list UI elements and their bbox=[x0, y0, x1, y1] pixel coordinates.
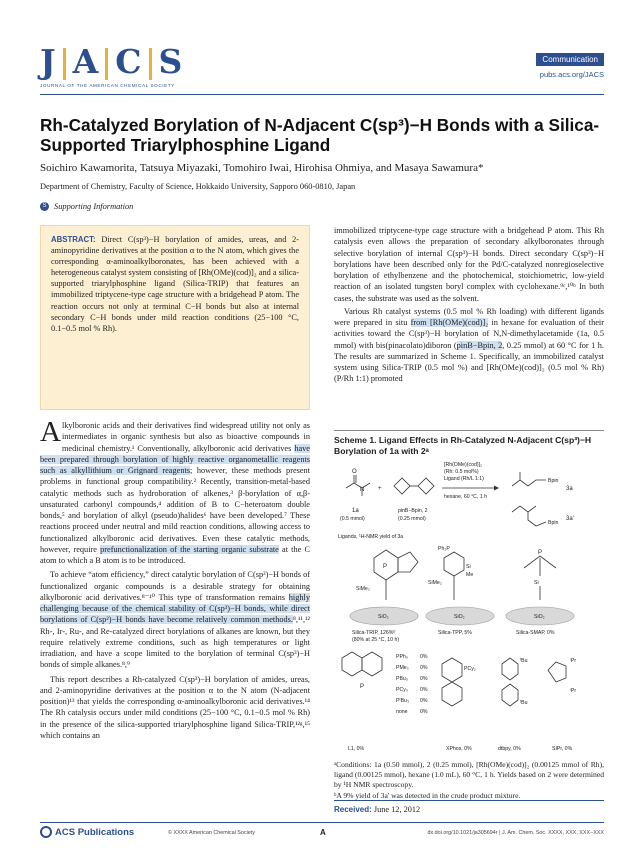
drop-cap: A bbox=[40, 416, 61, 448]
received-value: June 12, 2012 bbox=[373, 805, 421, 814]
atom-o: O bbox=[352, 469, 357, 475]
phosphine-yield: 0% bbox=[420, 676, 428, 682]
silica-trip-yield: Silica-TRIP, 126%ᵇ bbox=[352, 630, 396, 636]
scheme-1-figure bbox=[334, 458, 604, 793]
ligand-dtbpy bbox=[498, 658, 528, 752]
ipr-label: ⁱPr bbox=[570, 688, 577, 694]
label-1a: 1a bbox=[352, 508, 359, 514]
substrate-1a bbox=[340, 469, 370, 522]
scheme-title: Scheme 1. Ligand Effects in Rh-Catalyzed N-Adjacent C(sp³)−H Borylation of 1a with 2ᵃ bbox=[334, 430, 604, 457]
label-3a-prime: 3a' bbox=[566, 516, 574, 522]
logo-letter-j: J bbox=[40, 42, 56, 81]
tbu-label: ᵗBu bbox=[520, 658, 528, 664]
atom-si: Si bbox=[466, 564, 471, 570]
phosphine-yield: 0% bbox=[420, 687, 428, 693]
highlighted-text[interactable]: have been prepared through borylation of highly reactive organometallic reagents such as alkyllithium or Grignard reagents bbox=[40, 443, 310, 475]
body-paragraph: immobilized triptycene-type cage structure with a bridgehead P atom. This Rh catalysis even allows the preparation of secondary alkylboronates through selective borylation of internal C(sp³)−H bonds. Direct secondary C(sp³)−H borylations have been described only for the Pd/C-catalyzed nonregioselective borylation of ethylbenzene and the photochemical, stoichiometric, low-yield reaction of an isolated tungsten boryl complex with cyclohexane.⁹ᶜ,¹⁰ᵇ In both cases, the substrate was used as the solvent. bbox=[334, 226, 604, 303]
silica-smap-yield: Silica-SMAP, 0% bbox=[516, 630, 555, 636]
logo-letter-c: C bbox=[115, 42, 142, 81]
footer-divider bbox=[40, 822, 604, 823]
copyright-notice: © XXXX American Chemical Society bbox=[168, 830, 255, 836]
author-affiliation: Department of Chemistry, Faculty of Science, Hokkaido University, Sapporo 060-0810, Japan bbox=[40, 182, 356, 191]
atom-p: P bbox=[360, 684, 365, 690]
sime2-label: SiMe₂ bbox=[428, 580, 442, 586]
article-title: Rh-Catalyzed Borylation of N-Adjacent C(sp³)−H Bonds with a Silica-Supported Triarylphosphine Ligand bbox=[40, 115, 600, 155]
logo-letter-s: S bbox=[158, 42, 183, 81]
highlighted-text[interactable]: prefunctionalization of the starting organic substrate bbox=[100, 544, 279, 554]
sio2-label: SiO₂ bbox=[534, 614, 545, 620]
body-column-left bbox=[40, 416, 311, 744]
silica-trip-yield-rt: (80% at 25 °C, 10 h) bbox=[352, 637, 400, 643]
phosphine-name: none bbox=[396, 709, 408, 715]
atom-p: P bbox=[383, 564, 388, 570]
tbu-label: ᵗBu bbox=[520, 700, 528, 706]
header-divider bbox=[40, 94, 604, 95]
atom-si: Si bbox=[534, 580, 539, 586]
body-column-right bbox=[334, 225, 604, 387]
ph2p-label: Ph₂P bbox=[438, 546, 450, 552]
sio2-label: SiO₂ bbox=[454, 614, 465, 620]
text-run: lkylboronic acids and their derivatives find widespread utility not only as intermediates in organic synthesis but also as bioactive compounds in medicinal chemistry.¹ Conventionally, alkylboronic acid derivatives bbox=[61, 421, 310, 453]
body-paragraph bbox=[40, 569, 310, 670]
scheme-footnotes bbox=[334, 760, 604, 801]
xphos-yield: XPhos, 0% bbox=[446, 746, 472, 752]
reagent-2 bbox=[394, 478, 434, 522]
logo-letter-a: A bbox=[72, 42, 99, 81]
phosphine-name: PCy₃ bbox=[396, 687, 408, 693]
page-footer bbox=[40, 826, 604, 840]
atom-p: P bbox=[538, 550, 543, 556]
phosphine-name: PPh₃ bbox=[396, 654, 408, 660]
phosphine-name: PᵗBu₃ bbox=[396, 698, 410, 704]
footnote-b: ᵇA 9% yield of 3a' was detected in the crude product mixture. bbox=[334, 790, 521, 800]
sime2-label: SiMe₂ bbox=[356, 586, 370, 592]
logo-letters bbox=[40, 44, 250, 80]
text-run: at the C atom to which a B atom is to be introduced. bbox=[40, 544, 310, 565]
acs-publications-logo[interactable] bbox=[40, 826, 134, 838]
me-label: Me bbox=[466, 572, 474, 578]
logo-separator bbox=[105, 48, 108, 80]
footnote-a: ᵃConditions: 1a (0.50 mmol), 2 (0.25 mmol), [Rh(OMe)(cod)]₂ (0.00125 mmol of Rh), ligand (0.00125 mmol), hexane (1.0 mL), 60 °C, 1 h. Yields based on 2 were determined by ¹H NMR spectroscopy. bbox=[334, 760, 604, 790]
page-number: A bbox=[320, 828, 326, 837]
supporting-information-link[interactable] bbox=[40, 202, 133, 211]
ligand-xphos bbox=[442, 658, 476, 752]
supporting-info-label: Supporting Information bbox=[54, 202, 134, 211]
ligand-header: Ligands, ¹H-NMR yield of 3a bbox=[338, 534, 404, 540]
reaction-arrow bbox=[442, 462, 499, 500]
phosphine-list bbox=[396, 654, 428, 715]
product-3a bbox=[512, 472, 573, 492]
phosphine-name: PMe₃ bbox=[396, 665, 409, 671]
ligand-sipr bbox=[548, 657, 576, 752]
text-run: Various Rh catalyst systems (0.5 mol % Rh loading) with different ligands were prepared in situ bbox=[334, 306, 604, 327]
condition-catalyst: [Rh(OMe)(cod)]₂ bbox=[444, 462, 483, 468]
journal-full-name: JOURNAL OF THE AMERICAN CHEMICAL SOCIETY bbox=[40, 83, 175, 88]
phosphine-name: PBu₃ bbox=[396, 676, 408, 682]
silica-trip-structure bbox=[350, 550, 418, 643]
phosphine-yield: 0% bbox=[420, 665, 428, 671]
product-3a-prime bbox=[512, 506, 574, 526]
plus-sign: + bbox=[378, 486, 382, 492]
article-type-badge: Communication bbox=[536, 53, 604, 66]
publisher-name: ACS Publications bbox=[55, 826, 135, 838]
doi-link[interactable]: dx.doi.org/10.1021/ja305694r | J. Am. Chem. Soc. XXXX, XXX, XXX−XXX bbox=[427, 830, 604, 836]
acs-logo-icon bbox=[40, 826, 52, 838]
condition-ligand: Ligand (Rh/L 1:1) bbox=[444, 476, 484, 482]
condition-solvent: hexane, 60 °C, 1 h bbox=[444, 494, 488, 500]
text-run: , 0.25 mmol) at 60 °C for 1 h. The results are summarized in Scheme 1. Specifically, an immobilized catalyst system using Silica-TRIP (0.5 mol %) and [Rh(OMe)(cod)]₂ (0.5 mol % Rh) (P/Rh 1:1) promoted bbox=[334, 340, 604, 384]
silica-tpp-structure bbox=[426, 546, 494, 636]
reaction-scheme-svg bbox=[334, 458, 604, 793]
author-list: Soichiro Kawamorita, Tatsuya Miyazaki, Tomohiro Iwai, Hirohisa Ohmiya, and Masaya Sawamura* bbox=[40, 162, 484, 174]
pcy2-label: PCy₂ bbox=[464, 666, 476, 672]
body-paragraph bbox=[334, 306, 604, 385]
text-run: To achieve “atom efficiency,” direct catalytic borylation of C(sp³)−H bonds of functionalized organic compounds is a desirable strategy for obtaining alkylboronic acid derivatives.⁸⁻¹⁰ This type of transformation remains bbox=[40, 570, 310, 602]
atom-n: N bbox=[360, 487, 365, 493]
silica-smap-structure bbox=[506, 550, 574, 636]
body-paragraph: This report describes a Rh-catalyzed C(sp³)−H borylation of amides, ureas, and 2-aminopyridine derivatives at the position α to the N atom (N-adjacent position)¹³ that yields the corresponding α-aminoalkylboronic acid derivatives.¹⁴ The Rh catalysis occurs under mild conditions (25−100 °C, 0.1−0.5 mol % Rh) in the presence of the silica-supported triarylphosphine ligand Silica-TRIP,¹²ᵍ,¹⁵ which contains an bbox=[40, 674, 310, 740]
body-paragraph bbox=[40, 416, 311, 566]
highlighted-text[interactable]: pinB−Bpin, 2 bbox=[456, 340, 503, 350]
received-date bbox=[334, 800, 604, 814]
supporting-info-icon: S bbox=[40, 202, 49, 211]
abstract-box bbox=[40, 225, 310, 410]
label-2: pinB−Bpin, 2 bbox=[398, 508, 428, 514]
bpin-label: Bpin bbox=[548, 520, 559, 526]
phosphine-yield: 0% bbox=[420, 709, 428, 715]
silica-tpp-yield: Silica-TPP, 5% bbox=[438, 630, 472, 636]
ligand-l1 bbox=[342, 652, 382, 752]
logo-separator bbox=[149, 48, 152, 80]
label-3a: 3a bbox=[566, 486, 573, 492]
text-run: ⁸,¹¹,¹² Rh-, Ir-, Ru-, and Re-catalyzed direct borylations of alkanes are known, but they require relatively extreme conditions, such as high temperatures or light irradiation, and have a scope limited to the borylation of terminal C(sp³)−H bonds of simple alkanes.⁸,⁹ bbox=[40, 615, 310, 670]
l1-yield: L1, 0% bbox=[348, 746, 365, 752]
jacs-logo[interactable] bbox=[40, 44, 250, 96]
received-label: Received: bbox=[334, 805, 372, 814]
abstract-text: Direct C(sp³)−H borylation of amides, ureas, and 2-aminopyridine derivatives at the position α to the N atom, which gives the corresponding α-aminoalkylboronates, has been achieved with a heterogeneous catalyst system consisting of [Rh(OMe)(cod)]₂ and a silica-supported triarylphosphine ligand (Silica-TRIP) that features an immobilized triptycene-type cage structure with a bridgehead P atom. The reaction occurs not only at terminal C−H bonds but also at internal secondary C−H bonds under mild reaction conditions (25−100 °C, 0.1−0.5 mol % Rh). bbox=[51, 235, 299, 333]
label-2-amount: (0.25 mmol) bbox=[398, 516, 426, 522]
text-run: ; however, these methods present problems in functional group compatibility.² Recently, transition-metal-based catalytic methods such as hydroboration of alkenes,³ β-borylation of α,β-unsaturated carbonyl compounds,⁴ addition of B to C−heteroatom double bonds,⁵ and borylation of alkyl (pseudo)halides⁶ have been developed.⁷ These reactions proceed under neutral and mild reaction conditions, allowing access to functionalized alkylboronic acid derivatives. Even these catalytic methods, however, require bbox=[40, 466, 311, 554]
condition-loading: (Rh: 0.5 mol%) bbox=[444, 469, 479, 475]
ipr-label: ⁱPr bbox=[570, 658, 577, 664]
sio2-label: SiO₂ bbox=[378, 614, 389, 620]
phosphine-yield: 0% bbox=[420, 654, 428, 660]
highlighted-text[interactable]: from [Rh(OMe)(cod)]₂ bbox=[410, 318, 489, 327]
label-1a-amount: (0.5 mmol) bbox=[340, 516, 365, 522]
phosphine-yield: 0% bbox=[420, 698, 428, 704]
text-run: in hexane for evaluation of their activities toward the C(sp³)−H borylation of N,N-dimethylacetamide (1a, 0.5 mmol) with bis(pinacolato)diboron ( bbox=[334, 318, 604, 350]
highlighted-text[interactable]: highly challenging because of the chemical stability of C(sp³)−H bonds, while direct borylations of C(sp²)−H bonds have become relatively common methods. bbox=[40, 592, 310, 625]
dtbpy-yield: dtbpy, 0% bbox=[498, 746, 521, 752]
sipr-yield: SIPr, 0% bbox=[552, 746, 573, 752]
journal-url-link[interactable]: pubs.acs.org/JACS bbox=[539, 70, 604, 79]
abstract-label: ABSTRACT: bbox=[51, 235, 96, 244]
bpin-label: Bpin bbox=[548, 478, 559, 484]
logo-separator bbox=[63, 48, 66, 80]
